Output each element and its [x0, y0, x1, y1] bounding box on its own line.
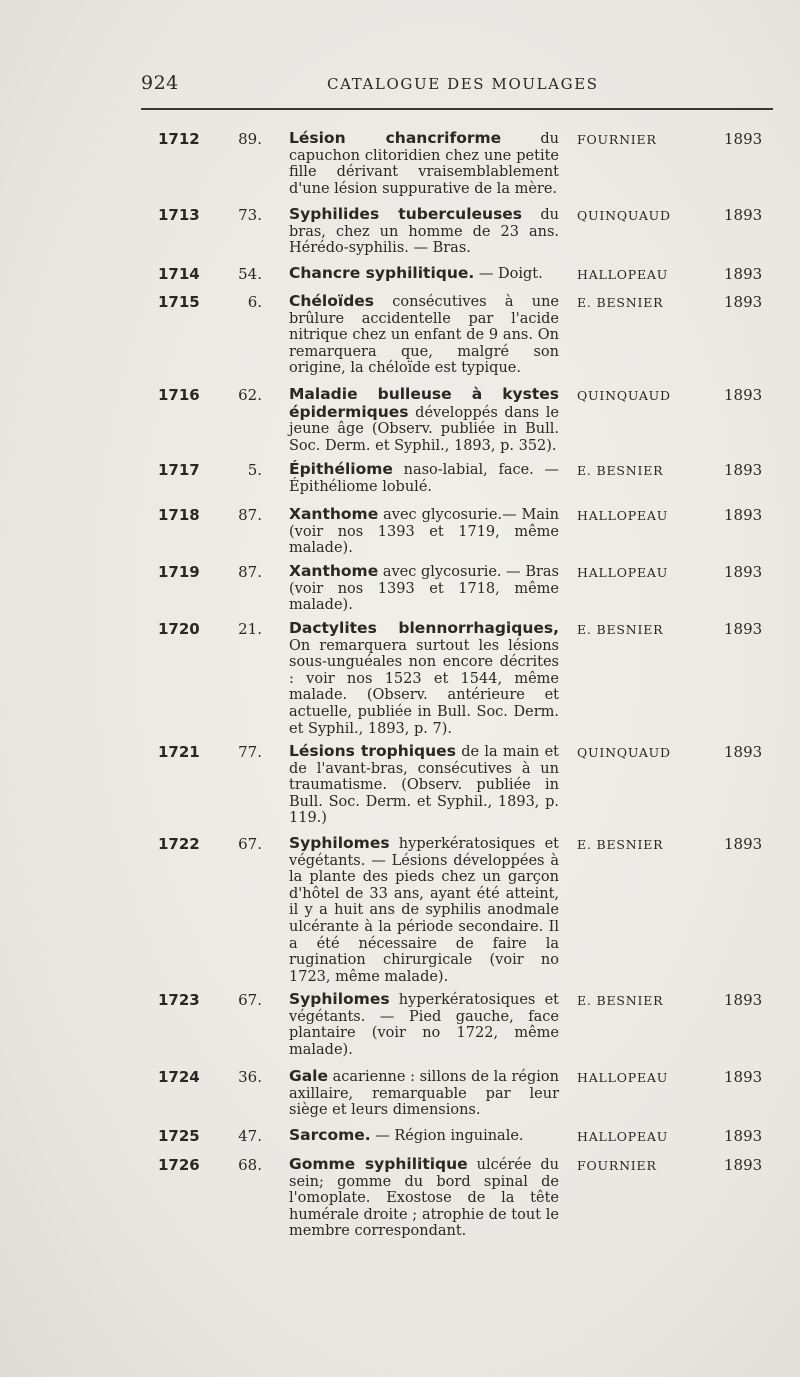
entry-title: Syphilomes	[289, 834, 390, 852]
entry-description	[289, 461, 559, 495]
entry-text: — Doigt.	[474, 266, 543, 282]
entry-text: du bras, chez un homme de 23 ans. Hérédo-syphilis. — Bras.	[289, 207, 560, 257]
catalogue-number: 1726	[158, 1156, 200, 1174]
entry-description	[289, 1156, 559, 1240]
entry-title: Lésions trophiques	[289, 742, 456, 760]
entry-year: 1893	[724, 130, 763, 148]
entry-text: avec glycosurie.— Main (voir nos 1393 et 1719, même malade).	[289, 507, 559, 557]
entry-text: consécutives à une brûlure accidentelle par l'acide nitrique chez un enfant de 9 ans. On remarquera que, malgré son origine, la chéloïde est typique.	[289, 294, 559, 377]
moulage-number: 77.	[238, 743, 262, 761]
moulage-number: 87.	[238, 563, 262, 581]
entry-author: HALLOPEAU	[577, 267, 669, 282]
moulage-number: 87.	[238, 506, 262, 524]
catalogue-number: 1721	[158, 743, 200, 761]
entry-title: Syphilomes	[289, 990, 390, 1008]
entry-description	[289, 620, 559, 737]
entry-year: 1893	[724, 386, 763, 404]
entry-description	[289, 265, 559, 283]
entry-description	[289, 835, 559, 985]
entry-author: QUINQUAUD	[577, 745, 671, 760]
entry-text: du capuchon clitoridien chez une petite fille dérivant vraisemblablement d'une lésion suppurative de la mère.	[289, 131, 559, 197]
entry-text: hyperkératosiques et végétants. — Lésions développées à la plante des pieds chez un garçon d'hôtel de 33 ans, ayant été atteint, il y a huit ans de syphilis anodmale ulcérante à la période secondaire. Il a été nécessaire de faire la rugination chirurgicale (voir no 1723, même malade).	[289, 836, 559, 985]
entry-title: Chéloïdes	[289, 292, 375, 310]
catalogue-number: 1725	[158, 1127, 200, 1145]
entry-title: Chancre syphilitique.	[289, 264, 475, 282]
moulage-number: 54.	[238, 265, 262, 283]
entry-year: 1893	[724, 620, 763, 638]
entry-description	[289, 386, 559, 454]
entry-title: Gomme syphilitique	[289, 1155, 468, 1173]
entry-author: HALLOPEAU	[577, 1070, 669, 1085]
entry-description	[289, 206, 559, 257]
entry-year: 1893	[724, 265, 763, 283]
catalogue-number: 1720	[158, 620, 200, 638]
catalogue-number: 1724	[158, 1068, 200, 1086]
entry-description	[289, 130, 559, 197]
entry-year: 1893	[724, 563, 763, 581]
catalogue-number: 1718	[158, 506, 200, 524]
entry-text: hyperkératosiques et végétants. — Pied gauche, face plantaire (voir no 1722, même malade).	[289, 992, 559, 1058]
entry-title: Xanthome	[289, 562, 379, 580]
moulage-number: 68.	[238, 1156, 262, 1174]
entry-author: E. BESNIER	[577, 993, 664, 1008]
catalogue-number: 1712	[158, 130, 200, 148]
entry-title: Sarcome.	[289, 1126, 371, 1144]
entry-year: 1893	[724, 1127, 763, 1145]
entry-description	[289, 991, 559, 1058]
moulage-number: 67.	[238, 991, 262, 1009]
entry-year: 1893	[724, 293, 763, 311]
moulage-number: 5.	[247, 461, 262, 479]
entry-title: Xanthome	[289, 505, 379, 523]
moulage-number: 89.	[238, 130, 262, 148]
entry-text: ulcérée du sein; gomme du bord spinal de l'omoplate. Exostose de la tête humérale droite ; atrophie de tout le membre correspondant.	[289, 1157, 559, 1240]
moulage-number: 36.	[238, 1068, 262, 1086]
entry-description	[289, 506, 559, 557]
entry-author: QUINQUAUD	[577, 388, 671, 403]
moulage-number: 62.	[238, 386, 262, 404]
entry-author: FOURNIER	[577, 1158, 657, 1173]
moulage-number: 67.	[238, 835, 262, 853]
entry-author: E. BESNIER	[577, 295, 664, 310]
moulage-number: 21.	[238, 620, 262, 638]
entry-year: 1893	[724, 506, 763, 524]
entry-author: FOURNIER	[577, 132, 657, 147]
moulage-number: 47.	[238, 1127, 262, 1145]
entry-text: naso-labial, face. — Épithéliome lobulé.	[289, 462, 559, 495]
entry-text: avec glycosurie. — Bras (voir nos 1393 et 1718, même malade).	[289, 564, 559, 614]
entry-description	[289, 1068, 559, 1119]
entry-description	[289, 1127, 559, 1145]
entry-description	[289, 293, 559, 377]
entry-title: Gale	[289, 1067, 329, 1085]
catalogue-number: 1723	[158, 991, 200, 1009]
entry-author: E. BESNIER	[577, 463, 664, 478]
catalogue-number: 1715	[158, 293, 200, 311]
entry-author: E. BESNIER	[577, 837, 664, 852]
entry-text: acarienne : sillons de la région axillaire, remarquable par leur siège et leurs dimensions.	[289, 1069, 559, 1119]
entry-text: de la main et de l'avant-bras, consécutives à un traumatisme. (Observ. publiée in Bull. Soc. Derm. et Syphil., 1893, p. 119.)	[289, 744, 559, 827]
entry-text: — Région inguinale.	[370, 1128, 524, 1144]
catalogue-number: 1716	[158, 386, 200, 404]
entry-year: 1893	[724, 1156, 763, 1174]
entry-year: 1893	[724, 206, 763, 224]
catalogue-number: 1719	[158, 563, 200, 581]
catalogue-number: 1722	[158, 835, 200, 853]
entry-author: HALLOPEAU	[577, 508, 669, 523]
running-title: CATALOGUE DES MOULAGES	[327, 75, 599, 93]
moulage-number: 73.	[238, 206, 262, 224]
catalogue-number: 1713	[158, 206, 200, 224]
entry-description	[289, 563, 559, 614]
moulage-number: 6.	[247, 293, 262, 311]
entry-author: HALLOPEAU	[577, 565, 669, 580]
entry-year: 1893	[724, 1068, 763, 1086]
page-number: 924	[141, 72, 179, 94]
entry-title: Épithéliome	[289, 460, 393, 478]
catalogue-number: 1714	[158, 265, 200, 283]
entry-author: QUINQUAUD	[577, 208, 671, 223]
entry-year: 1893	[724, 991, 763, 1009]
entry-year: 1893	[724, 835, 763, 853]
entry-title: Dactylites blennorrhagiques,	[289, 619, 559, 637]
entry-description	[289, 743, 559, 827]
catalogue-number: 1717	[158, 461, 200, 479]
entry-author: E. BESNIER	[577, 622, 664, 637]
entry-title: Syphilides tuberculeuses	[289, 205, 523, 223]
entry-title: Maladie bulleuse à kystes épidermiques	[289, 385, 559, 421]
entry-year: 1893	[724, 461, 763, 479]
entry-title: Lésion chancriforme	[289, 129, 502, 147]
entry-text: développés dans le jeune âge (Observ. publiée in Bull. Soc. Derm. et Syphil., 1893, p. 352).	[289, 404, 559, 454]
entry-year: 1893	[724, 743, 763, 761]
entry-author: HALLOPEAU	[577, 1129, 669, 1144]
entry-text: On remarquera surtout les lésions sous-unguéales non encore décrites : voir nos 1523 et 1544, même malade. (Observ. antérieure et actuelle, publiée in Bull. Soc. Derm. et Syphil., 1893, p. 7).	[289, 637, 559, 737]
